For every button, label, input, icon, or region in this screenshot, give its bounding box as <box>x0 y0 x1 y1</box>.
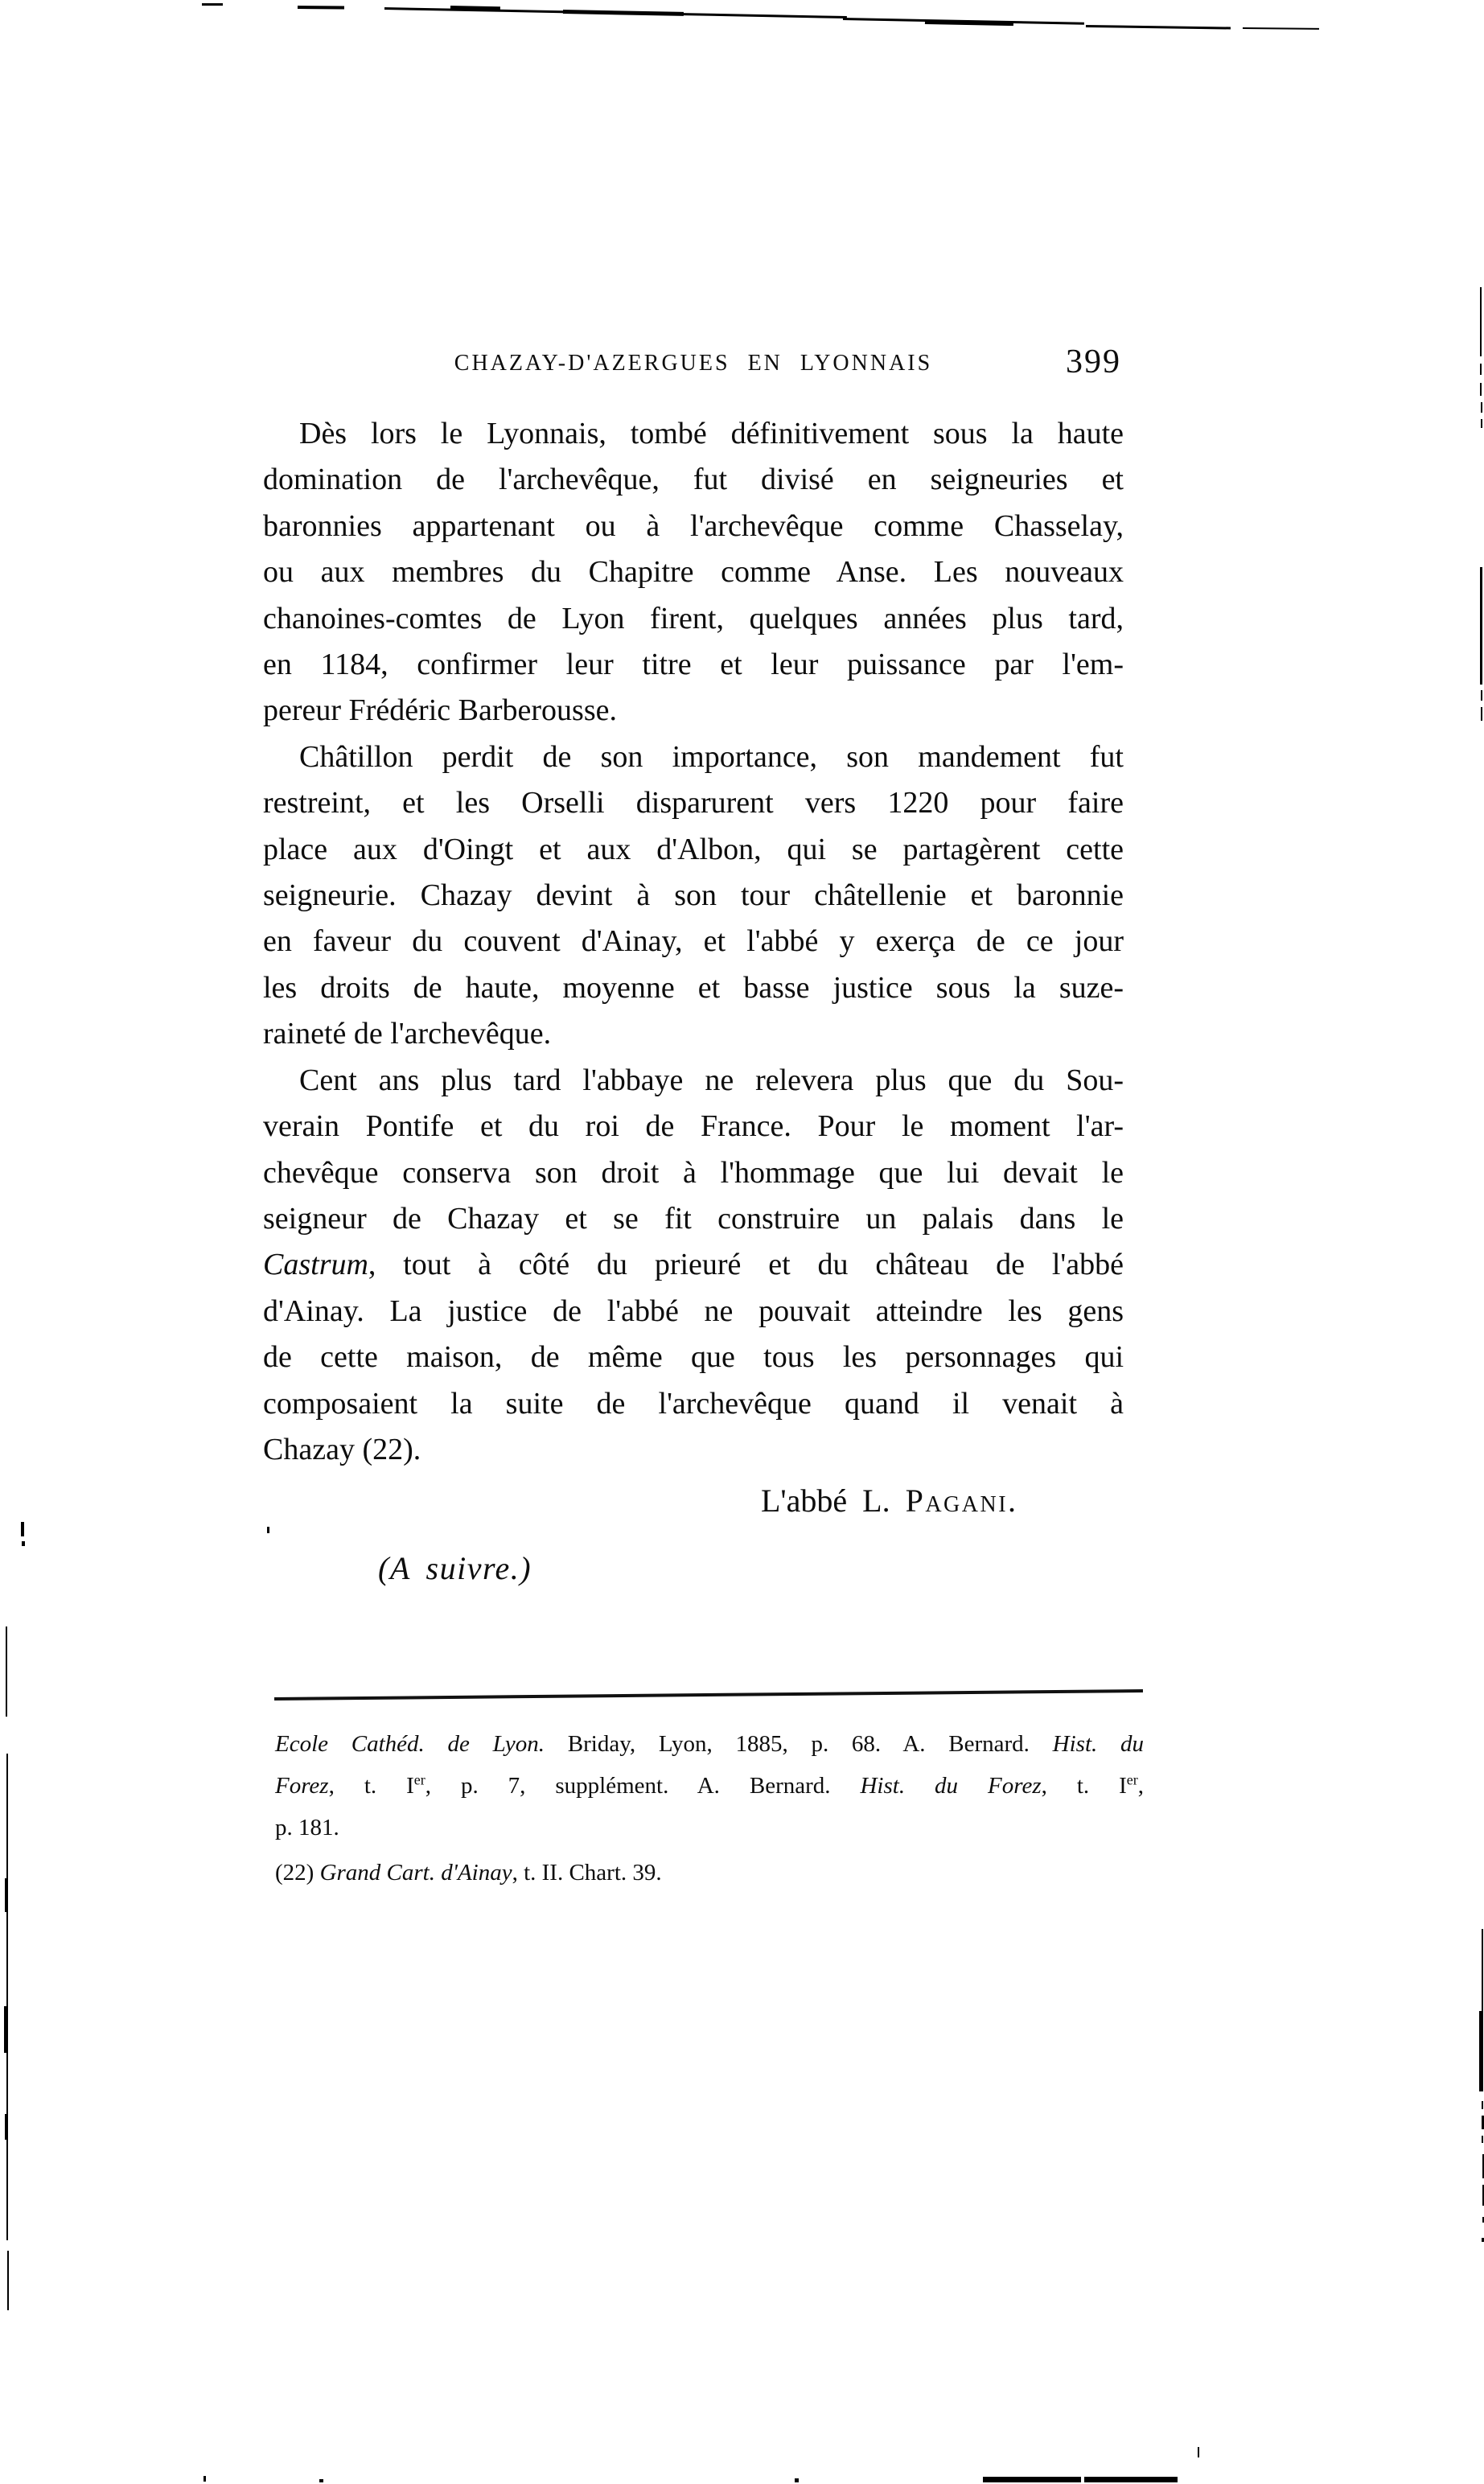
footnote-separator-rule <box>274 1689 1143 1700</box>
scan-artifact <box>983 2477 1081 2482</box>
scan-artifact <box>202 3 223 6</box>
text-line: Dès lors le Lyonnais, tombé définitivement sous la haute <box>299 417 1124 450</box>
running-header-title: CHAZAY-D'AZERGUES EN LYONNAIS <box>454 351 933 376</box>
footnote-line: p. 181. <box>275 1815 339 1840</box>
scan-artifact <box>1481 419 1482 428</box>
footnote-22: (22) Grand Cart. d'Ainay, t. II. Chart. 39. <box>275 1860 662 1886</box>
scan-artifact <box>1482 1929 1483 2011</box>
scan-artifact <box>1198 2447 1199 2457</box>
text-line: en faveur du couvent d'Ainay, et l'abbé y exerça de ce jour <box>263 924 1124 959</box>
scan-artifact <box>1480 364 1482 375</box>
body-text <box>263 411 1124 1473</box>
scan-artifact <box>1084 2477 1178 2482</box>
text-line: domination de l'archevêque, fut divisé en seigneuries et <box>263 463 1124 497</box>
text-line: Chazay (22). <box>263 1432 421 1466</box>
scan-artifact <box>1243 27 1319 30</box>
footnote-line: Ecole Cathéd. de Lyon. Briday, Lyon, 1885, p. 68. A. Bernard. Hist. du <box>275 1731 1145 1757</box>
scan-artifact <box>7 2251 9 2310</box>
scan-artifact <box>22 1541 25 1546</box>
scan-artifact <box>563 10 684 15</box>
scan-artifact <box>1479 2011 1483 2091</box>
scan-artifact <box>1086 25 1231 29</box>
text-line: en 1184, confirmer leur titre et leur puissance par l'em- <box>263 648 1124 682</box>
footnote-line: Forez, t. Ier, p. 7, supplément. A. Bernard. Hist. du Forez, t. Ier, <box>275 1771 1144 1799</box>
scan-artifact <box>1482 2136 1483 2143</box>
text-line: Cent ans plus tard l'abbaye ne relevera plus que du Sou- <box>299 1063 1124 1097</box>
text-line: baronnies appartenant ou à l'archevêque comme Chasselay, <box>263 508 1124 543</box>
scan-artifact <box>1481 402 1482 413</box>
text-line: Châtillon perdit de son importance, son mandement fut <box>299 739 1124 774</box>
scan-artifact <box>1481 690 1482 701</box>
continuation-note: (A suivre.) <box>378 1550 532 1586</box>
text-line: seigneurie. Chazay devint à son tour châtellenie et baronnie <box>263 878 1124 913</box>
text-line: composaient la suite de l'archevêque quand il venait à <box>263 1386 1124 1421</box>
scan-artifact <box>4 2006 8 2053</box>
page-number: 399 <box>1066 343 1121 380</box>
scan-artifact <box>298 6 344 10</box>
scan-artifact <box>267 1527 269 1533</box>
text-line: les droits de haute, moyenne et basse justice sous la suze- <box>263 970 1124 1005</box>
text-line: seigneur de Chazay et se fit construire un palais dans le <box>263 1201 1124 1236</box>
scan-artifact <box>1480 383 1482 396</box>
text-line: d'Ainay. La justice de l'abbé ne pouvait atteindre les gens <box>263 1293 1124 1328</box>
scan-artifact <box>1480 567 1482 685</box>
text-line: raineté de l'archevêque. <box>263 1017 552 1051</box>
scan-artifact <box>1482 2101 1483 2109</box>
text-line: Castrum, tout à côté du prieuré et du château de l'abbé <box>263 1248 1124 1282</box>
scan-artifact <box>203 2476 206 2482</box>
text-line: restreint, et les Orselli disparurent vers 1220 pour faire <box>263 786 1124 820</box>
scan-artifact <box>1480 287 1482 356</box>
scan-artifact <box>6 1754 8 2240</box>
text-line: place aux d'Oingt et aux d'Albon, qui se partagèrent cette <box>263 832 1124 866</box>
scan-artifact <box>5 2114 8 2140</box>
scan-artifact <box>1481 707 1482 721</box>
scan-artifact <box>5 1878 8 1912</box>
text-line: ou aux membres du Chapitre comme Anse. Les nouveaux <box>263 555 1124 590</box>
scan-artifact <box>795 2478 799 2482</box>
text-line: pereur Frédéric Barberousse. <box>263 693 617 728</box>
scan-artifact <box>925 20 1013 26</box>
text-line: chanoines-comtes de Lyon firent, quelques années plus tard, <box>263 601 1124 635</box>
text-line: de cette maison, de même que tous les personnages qui <box>263 1340 1124 1375</box>
text-line: verain Pontife et du roi de France. Pour le moment l'ar- <box>263 1109 1124 1144</box>
footnote-references <box>275 1723 1144 1849</box>
footnotes <box>275 1723 1144 1894</box>
author-signature: L'abbé L. Pagani. <box>761 1483 1017 1519</box>
scan-artifact <box>21 1522 24 1536</box>
scan-artifact <box>6 1627 7 1717</box>
text-line: chevêque conserva son droit à l'hommage que lui devait le <box>263 1155 1124 1190</box>
scan-artifact <box>319 2479 323 2482</box>
